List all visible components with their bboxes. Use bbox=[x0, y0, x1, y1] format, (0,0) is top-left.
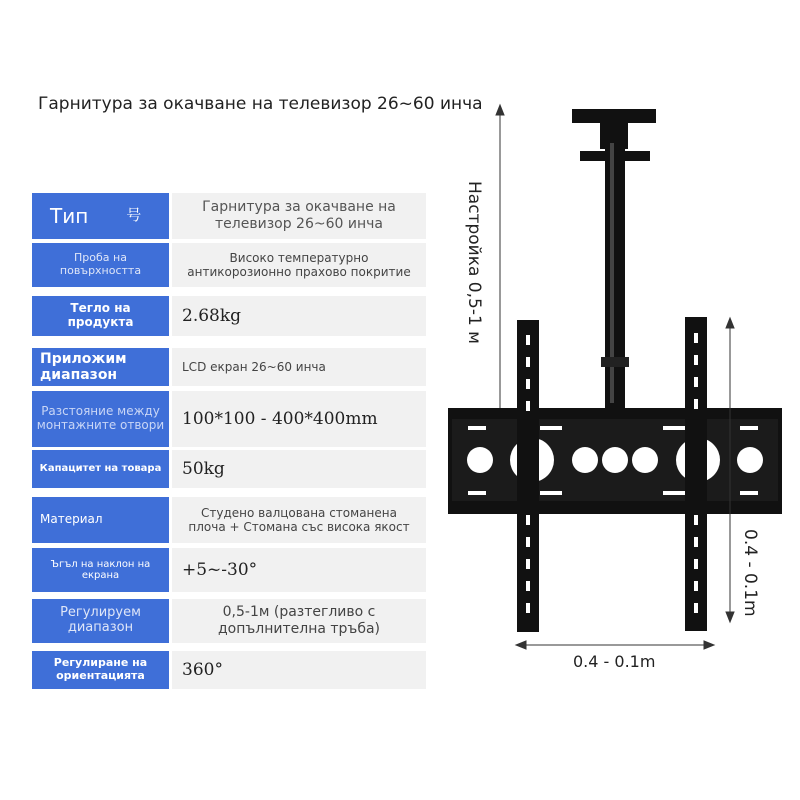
spec-label: Материал bbox=[32, 497, 169, 543]
vertical-arm-left-icon bbox=[517, 320, 539, 632]
spec-row bbox=[32, 243, 426, 287]
spec-value: 0,5-1м (разтегливо с допълнителна тръба) bbox=[172, 599, 426, 643]
spec-label: Проба на повърхността bbox=[32, 243, 169, 287]
spec-value: 50kg bbox=[172, 450, 426, 488]
spec-label bbox=[32, 193, 169, 239]
spec-value: 100*100 - 400*400mm bbox=[172, 391, 426, 447]
height-dimension-line bbox=[496, 105, 504, 422]
pole-icon bbox=[601, 139, 629, 411]
mount-diagram bbox=[440, 95, 800, 695]
spec-label: Капацитет на товара bbox=[32, 450, 169, 488]
spec-label: Регулиране на ориентацията bbox=[32, 651, 169, 689]
spec-row bbox=[32, 548, 426, 592]
type-label: Тип bbox=[50, 203, 89, 228]
spec-value: +5~-30° bbox=[172, 548, 426, 592]
spec-label: Приложим диапазон bbox=[32, 348, 169, 386]
spec-label: Тегло на продукта bbox=[32, 296, 169, 336]
type-mark: 号 bbox=[126, 206, 142, 225]
spec-row-type bbox=[32, 193, 426, 239]
spec-value: Студено валцована стоманена плоча + Стомана със висока якост bbox=[172, 497, 426, 543]
spec-label: Ъгъл на наклон на екрана bbox=[32, 548, 169, 592]
spec-row bbox=[32, 296, 426, 336]
horizontal-dimension-line bbox=[516, 641, 714, 649]
spec-row bbox=[32, 599, 426, 643]
mounting-plate-icon bbox=[448, 408, 782, 514]
spec-row bbox=[32, 391, 426, 447]
page-title: Гарнитура за окачване на телевизор 26~60 инча bbox=[38, 94, 483, 114]
horizontal-range-label: 0.4 - 0.1m bbox=[573, 652, 656, 671]
spec-value: Високо температурно антикорозионно прахово покритие bbox=[172, 243, 426, 287]
spec-label: Регулируем диапазон bbox=[32, 599, 169, 643]
height-adjust-label: Настройка 0,5-1 м bbox=[464, 181, 484, 344]
spec-row bbox=[32, 348, 426, 386]
spec-value: Гарнитура за окачване на телевизор 26~60 инча bbox=[172, 193, 426, 239]
spec-label: Разстояние между монтажните отвори bbox=[32, 391, 169, 447]
spec-value: 2.68kg bbox=[172, 296, 426, 336]
vertical-range-label: 0.4 - 0.1m bbox=[740, 529, 760, 617]
spec-row bbox=[32, 497, 426, 543]
spec-value: 360° bbox=[172, 651, 426, 689]
spec-row bbox=[32, 450, 426, 488]
spec-value: LCD екран 26~60 инча bbox=[172, 348, 426, 386]
spec-row bbox=[32, 651, 426, 689]
vertical-arm-right-icon bbox=[685, 317, 707, 631]
